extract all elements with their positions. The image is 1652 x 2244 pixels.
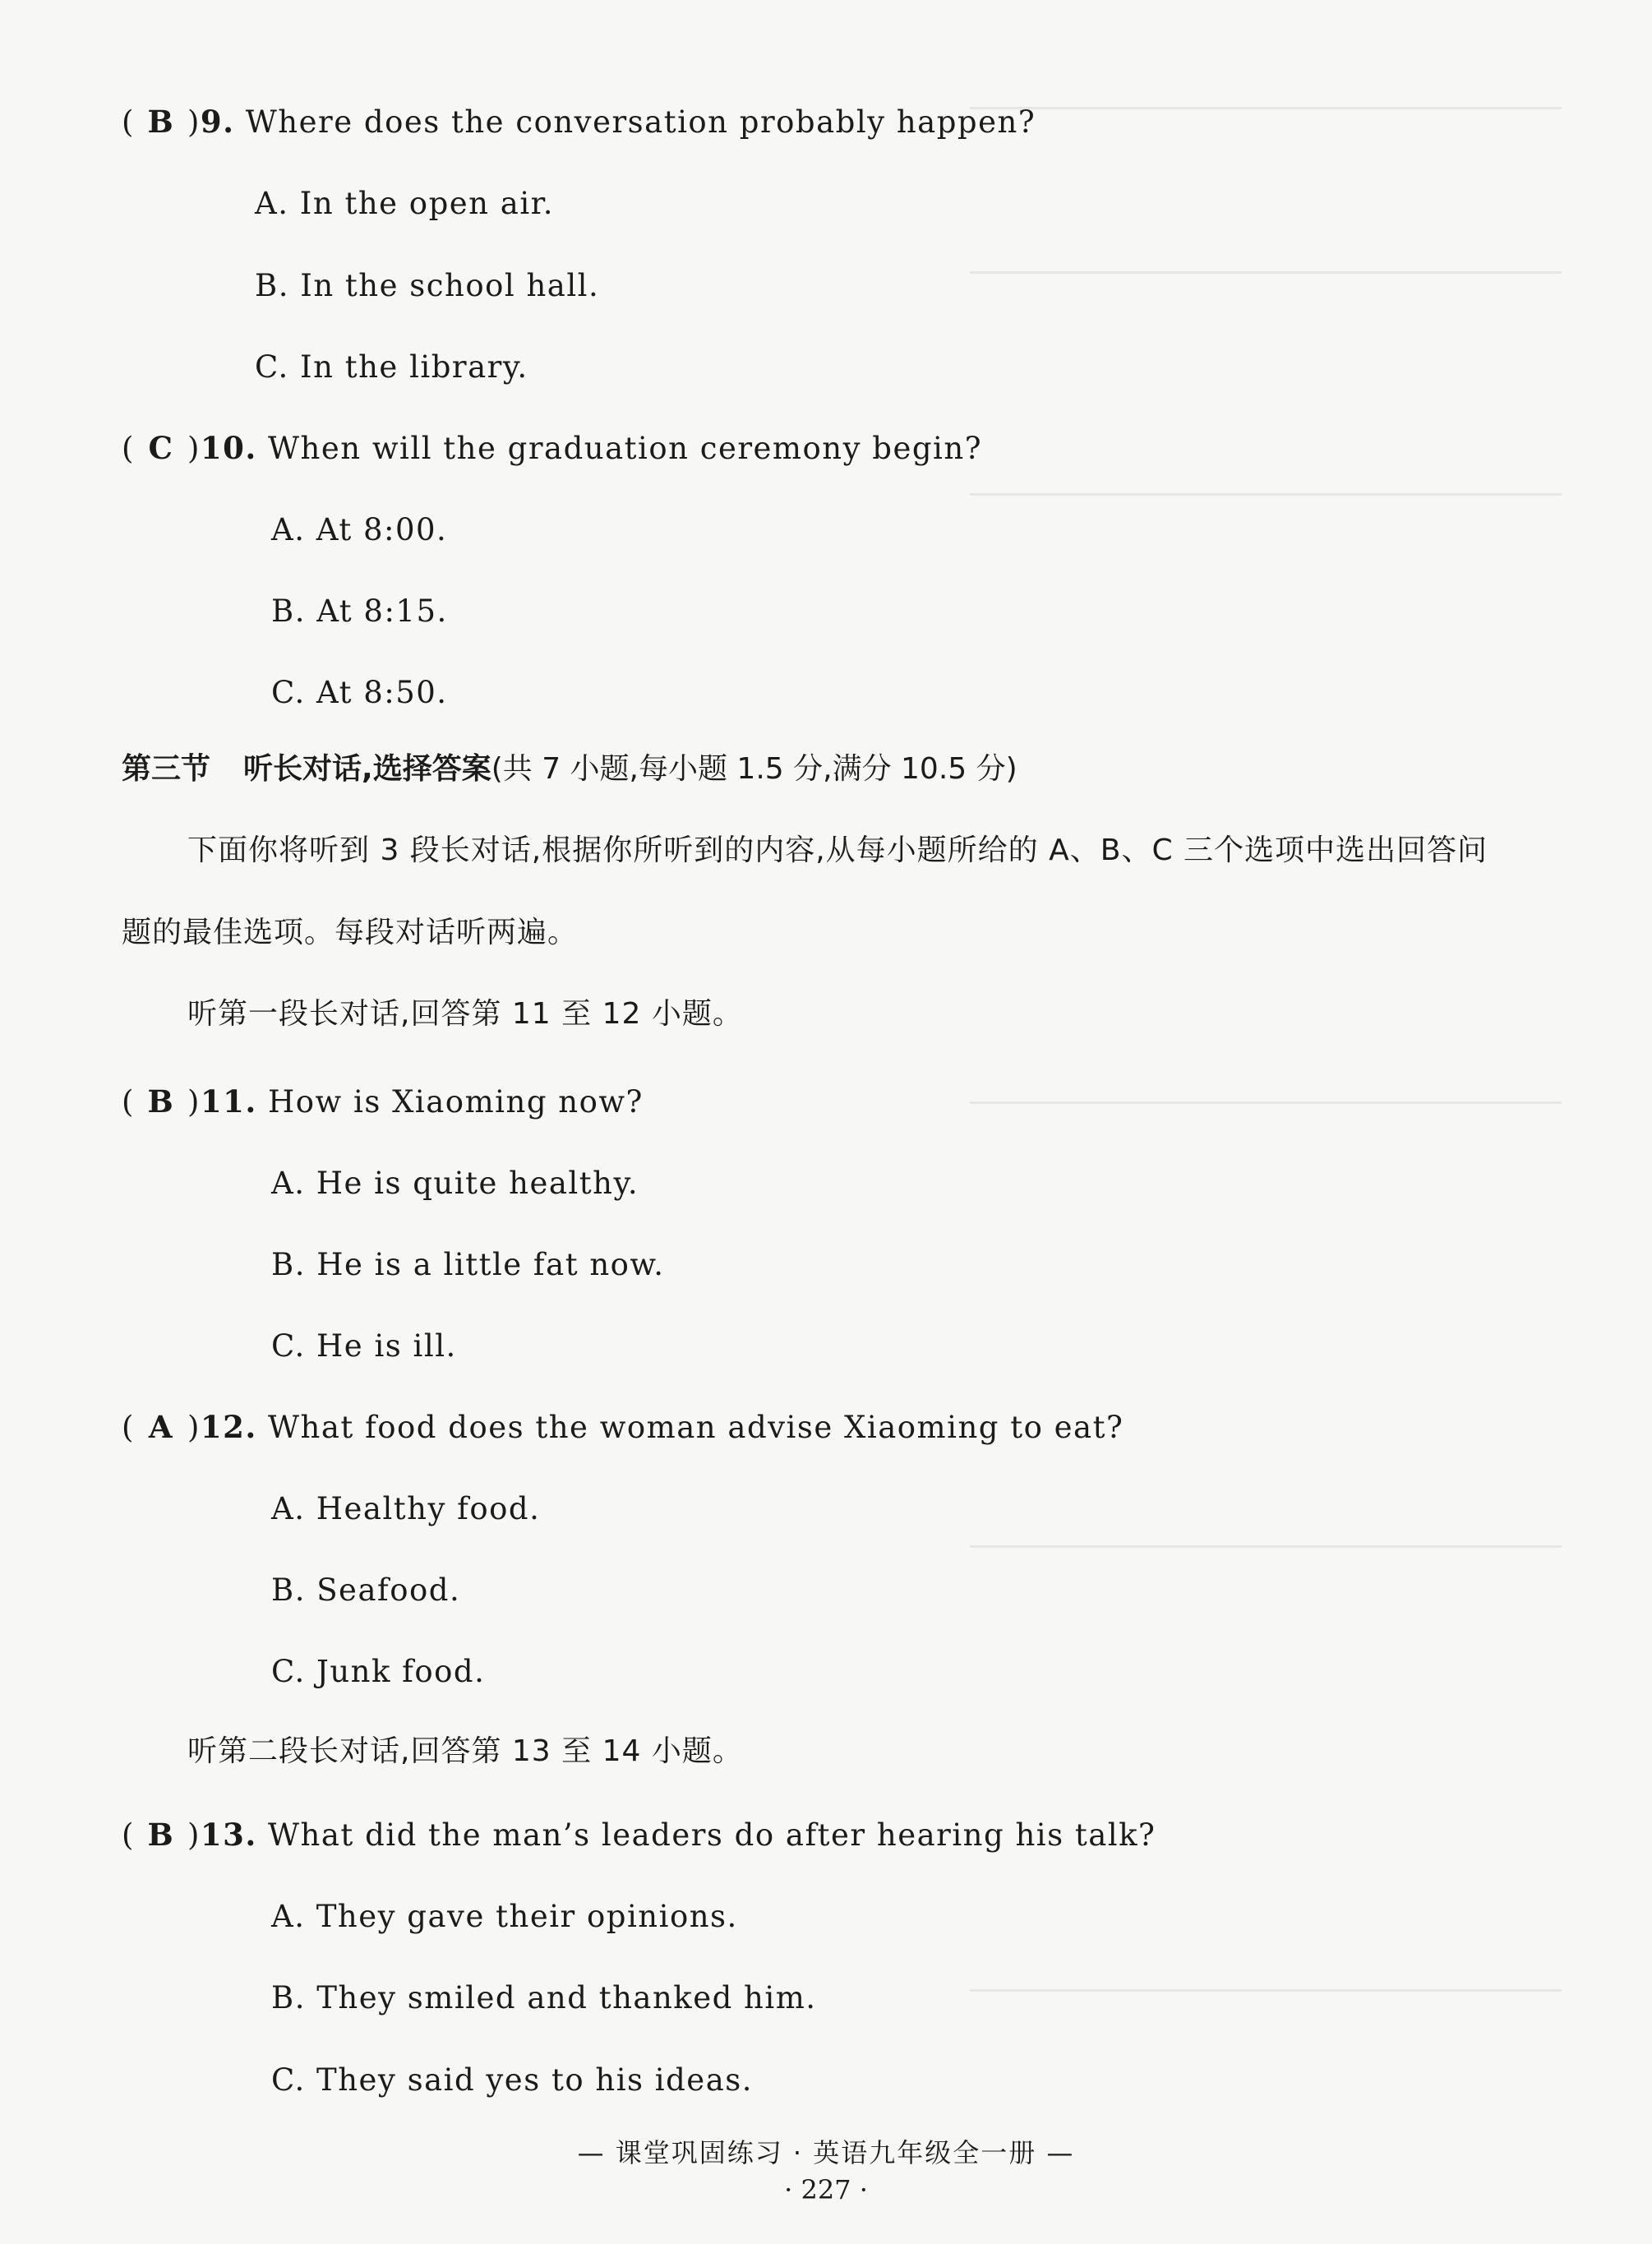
- section-label: 第三节: [122, 752, 211, 786]
- question-number: 12.: [200, 1409, 257, 1445]
- question-text: How is Xiaoming now?: [268, 1084, 644, 1120]
- question-number: 10.: [200, 430, 257, 466]
- answer-letter: B: [147, 104, 175, 140]
- dialogue-1-intro: 听第一段长对话,回答第 11 至 12 小题。: [187, 997, 743, 1031]
- option-b: B. Seafood.: [271, 1572, 461, 1608]
- section-instruction-line-1: 下面你将听到 3 段长对话,根据你所听到的内容,从每小题所给的 A、B、C 三个选项中选出回答问: [187, 833, 1488, 867]
- option-a: A. They gave their opinions.: [271, 1899, 738, 1934]
- option-c: C. At 8:50.: [271, 675, 448, 710]
- option-a: A. Healthy food.: [271, 1491, 541, 1526]
- bleed-through-line: [970, 493, 1562, 496]
- bleed-through-line: [970, 271, 1562, 274]
- close-paren: ): [187, 1410, 201, 1445]
- open-paren: (: [122, 104, 135, 140]
- bleed-through-line: [970, 107, 1562, 109]
- option-b: B. They smiled and thanked him.: [271, 1980, 817, 2015]
- page-number: · 227 ·: [784, 2174, 868, 2205]
- open-paren: (: [122, 431, 135, 466]
- bleed-through-line: [970, 1101, 1562, 1104]
- option-c: C. In the library.: [255, 349, 528, 385]
- book-title-footer: — 课堂巩固练习 · 英语九年级全一册 —: [577, 2137, 1075, 2168]
- option-c: C. He is ill.: [271, 1328, 457, 1364]
- question-13: [122, 1817, 1156, 1853]
- answer-letter: A: [148, 1409, 174, 1445]
- question-text: When will the graduation ceremony begin?: [268, 431, 983, 466]
- dialogue-2-intro: 听第二段长对话,回答第 13 至 14 小题。: [187, 1734, 743, 1768]
- section-note: (共 7 小题,每小题 1.5 分,满分 10.5 分): [491, 752, 1018, 786]
- option-a: A. In the open air.: [255, 186, 555, 221]
- option-c: C. They said yes to his ideas.: [271, 2062, 753, 2098]
- question-number: 13.: [200, 1817, 257, 1853]
- question-number: 9.: [200, 104, 235, 140]
- open-paren: (: [122, 1817, 135, 1853]
- open-paren: (: [122, 1084, 135, 1120]
- close-paren: ): [187, 1817, 201, 1853]
- bleed-through-line: [970, 1545, 1562, 1548]
- close-paren: ): [187, 1084, 201, 1120]
- option-b: B. In the school hall.: [255, 268, 600, 303]
- question-text: What did the man’s leaders do after hearing his talk?: [268, 1817, 1156, 1853]
- answer-letter: B: [147, 1817, 175, 1853]
- question-10: [122, 430, 983, 466]
- answer-letter: C: [148, 430, 174, 466]
- question-11: [122, 1083, 644, 1120]
- question-text: Where does the conversation probably happen?: [245, 104, 1036, 140]
- question-text: What food does the woman advise Xiaoming to eat?: [268, 1410, 1124, 1445]
- option-b: B. He is a little fat now.: [271, 1247, 665, 1282]
- option-a: A. At 8:00.: [271, 512, 448, 547]
- bleed-through-line: [970, 1989, 1562, 1992]
- option-b: B. At 8:15.: [271, 593, 448, 629]
- question-12: [122, 1409, 1124, 1445]
- section-heading: [122, 752, 1018, 786]
- close-paren: ): [187, 104, 201, 140]
- option-c: C. Junk food.: [271, 1654, 486, 1689]
- close-paren: ): [187, 431, 201, 466]
- question-number: 11.: [200, 1083, 257, 1120]
- question-9: [122, 104, 1036, 140]
- answer-letter: B: [147, 1083, 175, 1120]
- option-a: A. He is quite healthy.: [271, 1166, 639, 1201]
- section-instruction-line-2: 题的最佳选项。每段对话听两遍。: [122, 916, 579, 949]
- open-paren: (: [122, 1410, 135, 1445]
- section-title: 听长对话,选择答案: [243, 752, 491, 786]
